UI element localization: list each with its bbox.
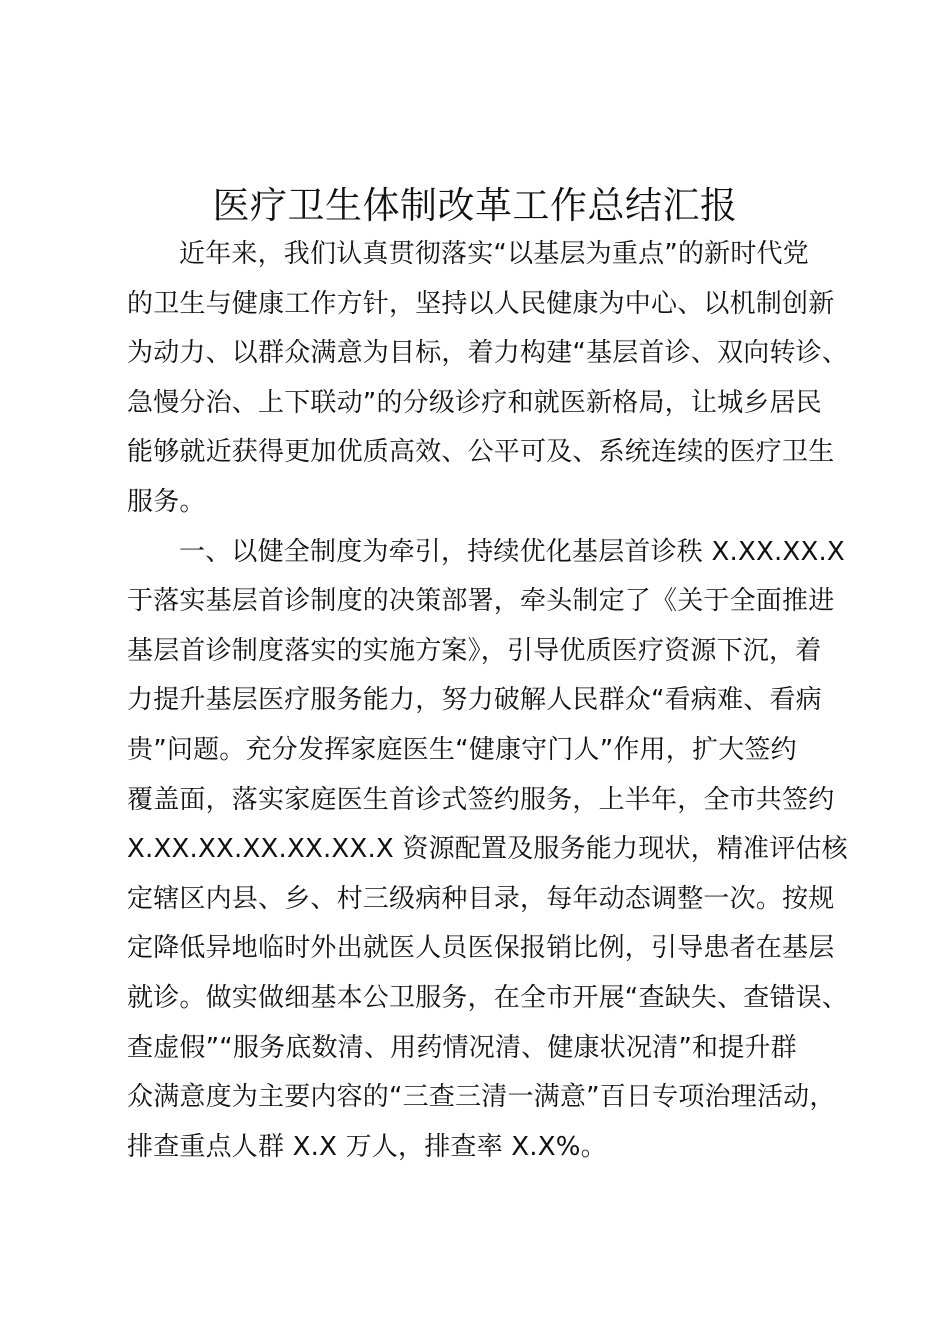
paragraph-2-line-9: 定降低异地临时外出就医人员医保报销比例，引导患者在基层 bbox=[127, 933, 835, 964]
paragraph-2-line-8: 定辖区内县、乡、村三级病种目录，每年动态调整一次。按规 bbox=[127, 883, 835, 914]
paragraph-1-line-4: 急慢分治、上下联动”的分级诊疗和就医新格局，让城乡居民 bbox=[127, 387, 822, 418]
document-body bbox=[127, 230, 857, 1172]
paragraph-2-line-1: 一、以健全制度为牵引，持续优化基层首诊秩 X.XX.XX.X bbox=[179, 536, 845, 567]
paragraph-2-line-10: 就诊。做实做细基本公卫服务，在全市开展“查缺失、查错误、 bbox=[127, 982, 849, 1013]
paragraph-2-line-4: 力提升基层医疗服务能力，努力破解人民群众“看病难、看病 bbox=[127, 685, 822, 716]
document-title: 医疗卫生体制改革工作总结汇报 bbox=[212, 184, 738, 227]
paragraph-2-line-12: 众满意度为主要内容的“三查三清一满意”百日专项治理活动， bbox=[127, 1082, 836, 1113]
paragraph-2-line-5: 贵”问题。充分发挥家庭医生“健康守门人”作用，扩大签约 bbox=[127, 734, 797, 765]
paragraph-2-line-11: 查虚假”“服务底数清、用药情况清、健康状况清”和提升群 bbox=[127, 1032, 797, 1063]
paragraph-1-line-1: 近年来，我们认真贯彻落实“以基层为重点”的新时代党 bbox=[179, 239, 809, 269]
paragraph-2-line-6: 覆盖面，落实家庭医生首诊式签约服务，上半年，全市共签约 bbox=[127, 784, 835, 815]
paragraph-1-line-3: 为动力、以群众满意为目标，着力构建“基层首诊、双向转诊、 bbox=[127, 338, 849, 369]
paragraph-1-line-6: 服务。 bbox=[127, 486, 206, 517]
paragraph-1-line-2: 的卫生与健康工作方针，坚持以人民健康为中心、以机制创新 bbox=[127, 288, 835, 319]
paragraph-2-line-3: 基层首诊制度落实的实施方案》，引导优质医疗资源下沉，着 bbox=[127, 635, 822, 666]
paragraph-1-line-5: 能够就近获得更加优质高效、公平可及、系统连续的医疗卫生 bbox=[127, 437, 835, 468]
paragraph-2-line-7: X.XX.XX.XX.XX.XX.X 资源配置及服务能力现状，精准评估核 bbox=[127, 834, 848, 865]
paragraph-2-line-13: 排查重点人群 X.X 万人，排查率 X.X%。 bbox=[127, 1131, 607, 1162]
paragraph-2-line-2: 于落实基层首诊制度的决策部署，牵头制定了《关于全面推进 bbox=[127, 586, 835, 617]
